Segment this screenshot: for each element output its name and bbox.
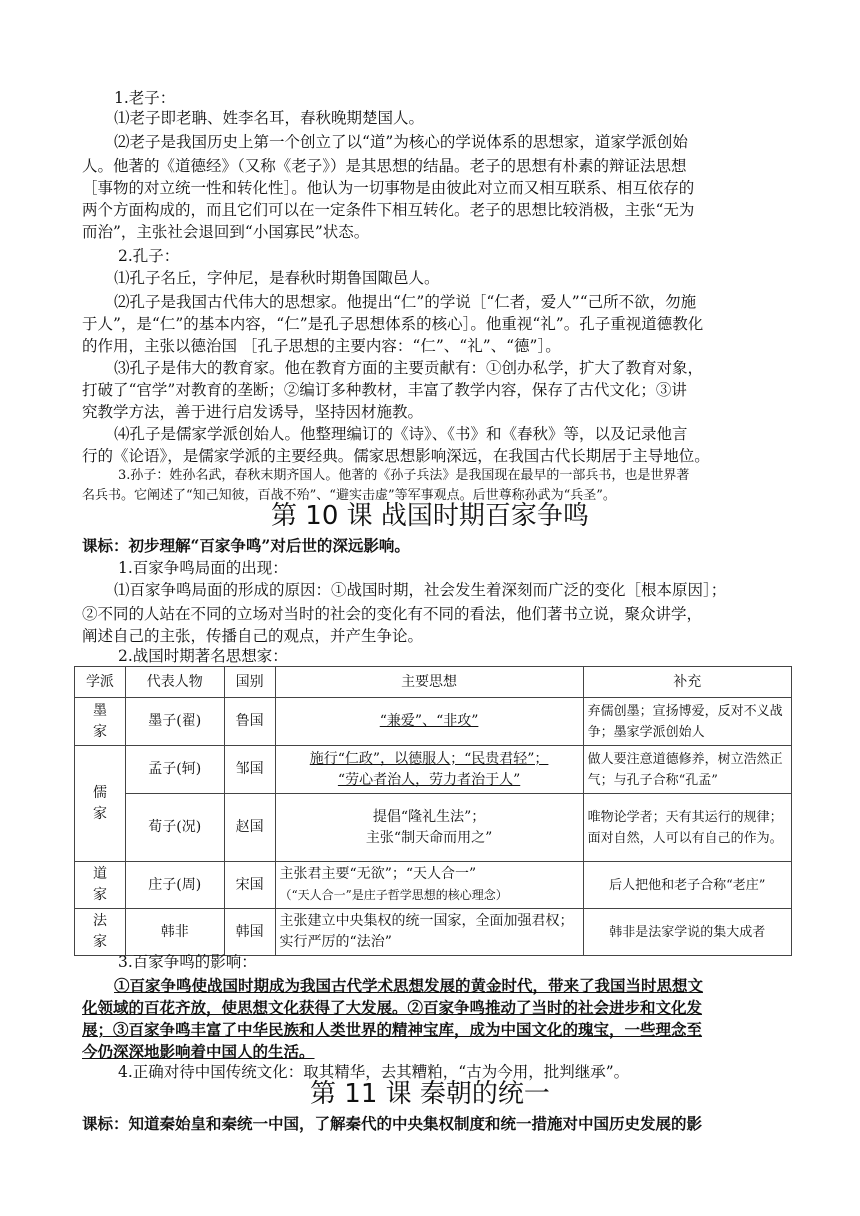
table-row <box>75 746 792 794</box>
table-header: 主要思想 <box>275 667 583 698</box>
idea-line: 主张君主要“无欲”；“天人合一” <box>279 866 477 882</box>
table-header-row <box>75 667 792 698</box>
school-cell: 道 家 <box>75 862 126 909</box>
idea-line: 主张“制天命而用之” <box>365 829 493 846</box>
table-row <box>75 698 792 746</box>
text-line: 于人”，是“仁”的基本内容，“仁”是孔子思想体系的核心］。他重视“礼”。孔子重视道德教化 <box>82 315 704 333</box>
person-cell: 墨子(翟) <box>125 698 224 746</box>
state-cell: 韩国 <box>224 909 275 956</box>
person-cell: 孟子(轲) <box>125 746 224 794</box>
text-line: 而治”，主张社会退回到“小国寡民”状态。 <box>82 223 370 241</box>
text-line: ⑶孔子是伟大的教育家。他在教育方面的主要贡献有：①创办私学，扩大了教育对象， <box>114 359 704 377</box>
text-line: ⑴老子即老聃、姓李名耳，春秋晚期楚国人。 <box>114 109 425 127</box>
note-cell: 弃儒创墨；宣扬博爱，反对不义战争；墨家学派创始人 <box>583 698 791 746</box>
state-cell: 鲁国 <box>224 698 275 746</box>
idea-cell: “兼爱”、“非攻” <box>275 698 583 746</box>
note-line: 3.孙子：姓孙名武，春秋末期齐国人。他著的《孙子兵法》是我国现在最早的一部兵书，也是世界著 <box>118 468 690 483</box>
text-line: ⑵老子是我国历史上第一个创立了以“道”为核心的学说体系的思想家，道家学派创始 <box>114 133 688 151</box>
text-line: 两个方面构成的，而且它们可以在一定条件下相互转化。老子的思想比较消极，主张“无为 <box>82 201 695 219</box>
thinkers-table <box>74 666 792 956</box>
idea-line: （“天人合一”是庄子哲学思想的核心理念） <box>279 888 508 902</box>
curriculum-standard: 课标：知道秦始皇和秦统一中国，了解秦代的中央集权制度和统一措施对中国历史发展的影 <box>82 1114 703 1133</box>
note-cell: 后人把他和老子合称“老庄” <box>583 862 791 909</box>
text-line: ［事物的对立统一性和转化性］。他认为一切事物是由彼此对立而又相互联系、相互依存的 <box>82 179 695 197</box>
table-header: 补充 <box>583 667 791 698</box>
school-cell: 墨 家 <box>75 698 126 746</box>
note-line: 名兵书。它阐述了“知己知彼，百战不殆”、“避实击虚”等军事观点。后世尊称孙武为“兵圣”。 <box>82 488 616 503</box>
idea-cell <box>275 746 583 794</box>
text-line: 4.正确对待中国传统文化：取其精华，去其糟粕，“古为今用，批判继承”。 <box>118 1063 630 1081</box>
text-line: 的作用，主张以德治国 ［孔子思想的主要内容：“仁”、“礼”、“德”］。 <box>82 337 561 355</box>
idea-cell <box>275 794 583 862</box>
idea-line: 施行“仁政”，以德服人；“民贵君轻”； <box>309 750 549 767</box>
table-row <box>75 794 792 862</box>
text-line: ①百家争鸣使战国时期成为我国古代学术思想发展的黄金时代，带来了我国当时思想文 <box>114 976 704 995</box>
note-cell: 做人要注意道德修养，树立浩然正气；与孔子合称“孔孟” <box>583 746 791 794</box>
text-line: 行的《论语》，是儒家学派的主要经典。儒家思想影响深远，在我国古代长期居于主导地位。 <box>82 447 710 465</box>
text-line: 2.孔子： <box>118 247 180 265</box>
text-line: 2.战国时期著名思想家： <box>118 647 288 665</box>
text-line: 1.老子： <box>114 89 176 107</box>
person-cell: 韩非 <box>125 909 224 956</box>
note-cell: 唯物论学者；天有其运行的规律；面对自然，人可以有自己的作为。 <box>583 794 791 862</box>
text-line: 今仍深深地影响着中国人的生活。 <box>82 1042 315 1061</box>
text-line: ②不同的人站在不同的立场对当时的社会的变化有不同的看法，他们著书立说，聚众讲学， <box>82 605 703 623</box>
text-line: 阐述自己的主张，传播自己的观点，并产生争论。 <box>82 627 424 645</box>
table-header: 代表人物 <box>125 667 224 698</box>
state-cell: 邹国 <box>224 746 275 794</box>
text-line: 究教学方法，善于进行启发诱导，坚持因材施教。 <box>82 403 424 421</box>
lesson-11-title: 第 11 课 秦朝的统一 <box>310 1079 550 1109</box>
text-line: ⑵孔子是我国古代伟大的思想家。他提出“仁”的学说［“仁者，爱人”“己所不欲，勿施 <box>114 293 697 311</box>
school-cell: 法 家 <box>75 909 126 956</box>
state-cell: 宋国 <box>224 862 275 909</box>
text-line: 展；③百家争鸣丰富了中华民族和人类世界的精神宝库，成为中国文化的瑰宝，一些理念至 <box>82 1020 703 1039</box>
note-cell: 韩非是法家学说的集大成者 <box>583 909 791 956</box>
table-row <box>75 862 792 909</box>
text-line: 打破了“官学”对教育的垄断；②编订多种教材，丰富了教学内容，保存了古代文化；③讲 <box>82 381 687 399</box>
idea-line: 提倡“隆礼生法”； <box>372 808 486 825</box>
text-line: 1.百家争鸣局面的出现： <box>118 559 288 577</box>
school-cell: 儒 家 <box>75 746 126 862</box>
table-row <box>75 909 792 956</box>
text-line: 人。他著的《道德经》（又称《老子》）是其思想的结晶。老子的思想有朴素的辩证法思想 <box>82 157 687 175</box>
text-line: ⑷孔子是儒家学派创始人。他整理编订的《诗》、《书》和《春秋》等，以及记录他言 <box>114 425 688 443</box>
text-line: ⑴百家争鸣局面的形成的原因：①战国时期，社会发生着深刻而广泛的变化［根本原因］； <box>114 581 727 599</box>
table-header: 学派 <box>75 667 126 698</box>
idea-cell: 主张建立中央集权的统一国家，全面加强君权；实行严厉的“法治” <box>275 909 583 956</box>
lesson-10-title: 第 10 课 战国时期百家争鸣 <box>271 501 589 531</box>
state-cell: 赵国 <box>224 794 275 862</box>
table-header: 国别 <box>224 667 275 698</box>
idea-cell <box>275 862 583 909</box>
text-line: 化领域的百花齐放，使思想文化获得了大发展。②百家争鸣推动了当时的社会进步和文化发 <box>82 998 703 1017</box>
text-line: ⑴孔子名丘，字仲尼，是春秋时期鲁国陬邑人。 <box>114 269 440 287</box>
idea-line: “劳心者治人，劳力者治于人” <box>337 771 521 788</box>
person-cell: 庄子(周) <box>125 862 224 909</box>
curriculum-standard: 课标：初步理解“百家争鸣”对后世的深远影响。 <box>82 536 410 555</box>
person-cell: 荀子(况) <box>125 794 224 862</box>
text-line: 3.百家争鸣的影响： <box>118 953 257 971</box>
